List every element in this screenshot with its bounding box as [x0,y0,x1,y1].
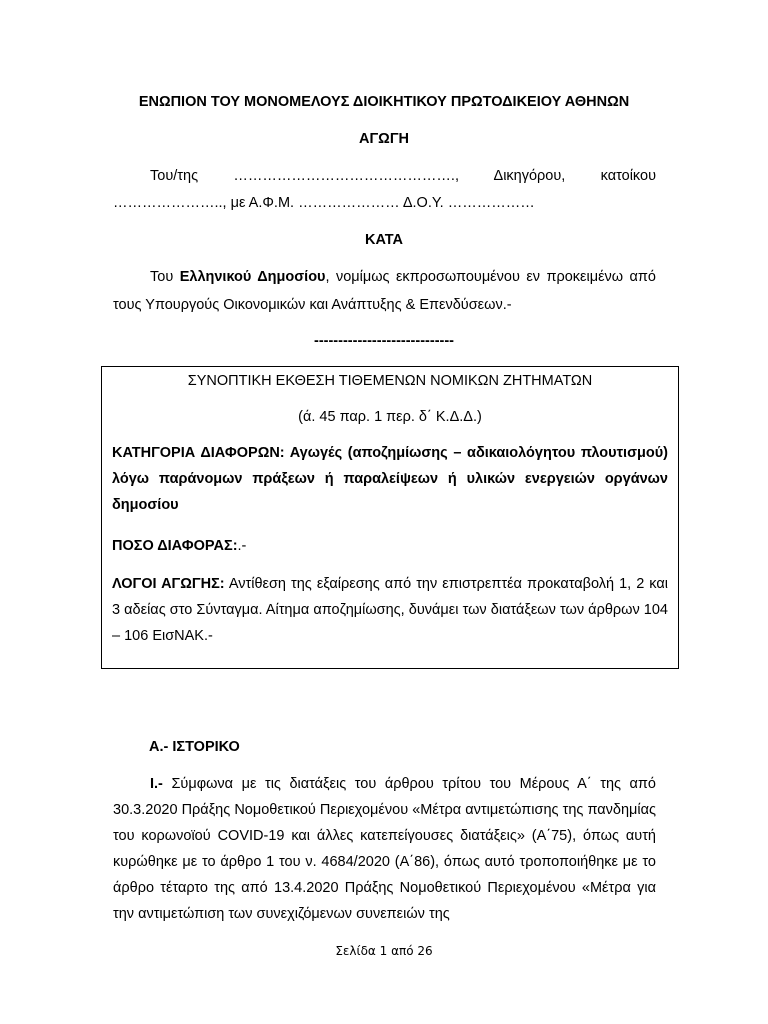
summary-amount [112,535,668,557]
court-heading: ΕΝΩΠΙΟΝ ΤΟΥ ΜΟΝΟΜΕΛΟΥΣ ΔΙΟΙΚΗΤΙΚΟΥ ΠΡΩΤΟΔΙΚΕΙΟΥ ΑΘΗΝΩΝ [138,94,630,110]
category-label: ΚΑΤΗΓΟΡΙΑ ΔΙΑΦΟΡΩΝ: [112,445,285,461]
summary-title: ΣΥΝΟΠΤΙΚΗ ΕΚΘΕΣΗ ΤΙΘΕΜΕΝΩΝ ΝΟΜΙΚΩΝ ΖΗΤΗΜΑΤΩΝ [187,373,593,389]
reasons-label: ΛΟΓΟΙ ΑΓΩΓΗΣ: [112,576,225,592]
document-title: ΑΓΩΓΗ [359,131,409,147]
category-text: Αγωγές (αποζημίωσης – αδικαιολόγητου πλουτισμού) λόγω παράνομων πράξεων ή παραλείψεων ή υλικών ενεργειών οργάνων δημοσίου [112,445,668,513]
amount-label: ΠΟΣΟ ΔΙΑΦΟΡΑΣ: [112,538,238,554]
history-item-text: Σύμφωνα με τις διατάξεις του άρθρου τρίτου του Μέρους Α΄ της από 30.3.2020 Πράξης Νομοθετικού Περιεχομένου «Μέτρα αντιμετώπισης της πανδημίας του κορωνοϊού COVID-19 και άλλες κατεπείγουσες διατάξεις» (Α΄75), όπως αυτή κυρώθηκε με το άρθρο 1 του ν. 4684/2020 (Α΄86), όπως αυτό τροποποιήθηκε με το άρθρο τέταρτο της από 13.4.2020 Πράξης Νομοθετικού Περιεχομένου «Μέτρα για την αντιμετώπιση των συνεχιζόμενων συνεπειών της [113,776,656,922]
plaintiff-paragraph: Του/της ………………………………………., Δικηγόρου, κατοίκου ………………….., με Α.Φ.Μ. ………………… Δ.Ο.Υ. ……………… [113,168,656,211]
separator-line: ----------------------------- [313,333,455,349]
summary-category [112,440,668,518]
page-number: Σελίδα 1 από 26 [335,944,433,958]
history-heading: Α.- ΙΣΤΟΡΙΚΟ [149,739,240,755]
summary-reasons [112,571,668,649]
amount-text: .- [237,538,247,554]
history-paragraph [113,771,656,927]
history-item-label: Ι.- [150,776,163,792]
summary-article: (ά. 45 παρ. 1 περ. δ΄ Κ.Δ.Δ.) [298,409,482,425]
defendant-name: Ελληνικού Δημοσίου [179,269,326,285]
defendant-rest: , νομίμως εκπροσωπουμένου εν προκειμένω από τους Υπουργούς Οικονομικών και Ανάπτυξης & Επενδύσεων.- [113,269,656,313]
summary-box [101,366,679,669]
defendant-prefix: Του [150,269,180,285]
defendant-paragraph [113,263,656,319]
reasons-text: Αντίθεση της εξαίρεσης από την επιστρεπτέα προκαταβολή 1, 2 και 3 αδείας στο Σύνταγμα. Αίτημα αποζημίωσης, δυνάμει των διατάξεων των άρθρων 104 – 106 ΕισΝΑΚ.- [112,576,668,644]
against-label: ΚΑΤΑ [365,232,403,248]
